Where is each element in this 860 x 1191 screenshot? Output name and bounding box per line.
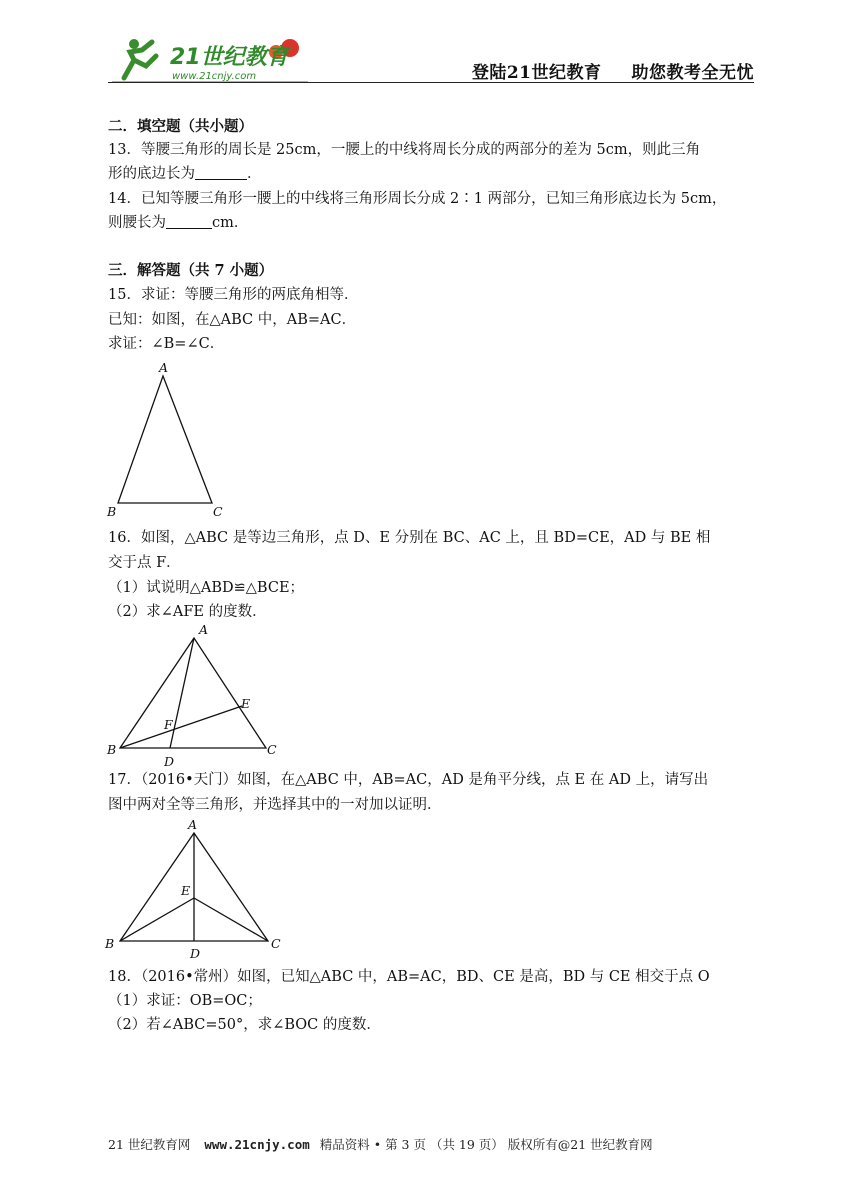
site-logo <box>112 30 312 85</box>
figure-15-triangle <box>100 358 240 518</box>
triangle-abc <box>118 376 212 503</box>
q17-line1: 17．（2016•天门）如图，在△ABC 中，AB=AC，AD 是角平分线，点 E 在 AD 上，请写出 <box>108 772 709 788</box>
footer-page-info: 精品资料 • 第 3 页 （共 19 页） 版权所有@21 世纪教育网 <box>319 1137 653 1152</box>
q13-answer-blank <box>195 165 247 180</box>
q16-line2: 交于点 F． <box>108 555 181 571</box>
logo-url: www.21cnjy.com <box>172 71 257 82</box>
header-slogan-1: 登陆21世纪教育 <box>471 63 602 83</box>
logo-text: 21世纪教育 <box>170 45 289 70</box>
q13-line2 <box>108 164 262 184</box>
segment-be <box>120 898 194 941</box>
q17-line2: 图中两对全等三角形，并选择其中的一对加以证明． <box>108 797 442 813</box>
runner-icon <box>124 39 156 78</box>
q13-line2-b: ． <box>247 166 262 182</box>
footer-url[interactable]: www.21cnjy.com <box>204 1137 310 1152</box>
fig17-label-d: D <box>190 946 201 961</box>
segment-ad <box>170 638 194 748</box>
fig16-label-f: F <box>164 717 173 732</box>
fig15-label-c: C <box>213 504 223 519</box>
q16-line4: （2）求∠AFE 的度数． <box>108 604 267 620</box>
fig16-label-a: A <box>199 622 209 637</box>
q16-line3: （1）试说明△ABD≌△BCE； <box>108 580 305 596</box>
q14-line1: 14．已知等腰三角形一腰上的中线将三角形周长分成 2∶1 两部分，已知三角形底边长为 5cm， <box>108 191 727 207</box>
fig17-label-a: A <box>188 817 198 832</box>
header-rule <box>108 82 754 83</box>
q14-line2 <box>108 213 248 233</box>
q14-line2-b: cm． <box>212 215 249 231</box>
q18-line1: 18．（2016•常州）如图，已知△ABC 中，AB=AC，BD、CE 是高，BD 与 CE 相交于点 O <box>108 969 710 985</box>
fig17-label-e: E <box>181 883 191 898</box>
figure-16-equilateral <box>100 620 285 770</box>
fig15-label-a: A <box>159 360 169 375</box>
fig16-label-c: C <box>267 742 277 757</box>
q14-line2-a: 则腰长为 <box>108 215 166 231</box>
q13-line1: 13．等腰三角形的周长是 25cm，一腰上的中线将周长分成的两部分的差为 5cm，则此三角 <box>108 142 701 158</box>
page-footer <box>108 1135 653 1153</box>
fig16-label-b: B <box>107 742 117 757</box>
fig16-label-d: D <box>164 754 175 769</box>
footer-site: 21 世纪教育网 <box>108 1137 191 1152</box>
triangle-abc <box>120 638 266 748</box>
segment-ce <box>194 898 268 941</box>
q16-line1: 16．如图，△ABC 是等边三角形，点 D、E 分别在 BC、AC 上，且 BD=CE，AD 与 BE 相 <box>108 530 711 546</box>
q14-answer-blank <box>166 214 212 229</box>
fig15-label-b: B <box>107 504 117 519</box>
segment-be <box>120 706 242 748</box>
fig16-label-e: E <box>241 696 251 711</box>
figure-17-isosceles <box>100 818 290 963</box>
q13-line2-a: 形的底边长为 <box>108 166 195 182</box>
q15-line1: 15．求证：等腰三角形的两底角相等． <box>108 287 359 303</box>
section3-heading: 三．解答题（共 7 小题） <box>108 262 274 279</box>
fig17-label-c: C <box>271 936 281 951</box>
q18-line2: （1）求证：OB=OC； <box>108 993 262 1009</box>
q15-line2: 已知：如图，在△ABC 中，AB=AC． <box>108 312 357 328</box>
fig17-label-b: B <box>105 936 115 951</box>
header-slogan <box>472 58 754 83</box>
q15-line3: 求证：∠B=∠C． <box>108 336 225 352</box>
q18-line3: （2）若∠ABC=50°，求∠BOC 的度数． <box>108 1017 381 1033</box>
header-slogan-2: 助您教考全无忧 <box>631 63 754 83</box>
section2-heading: 二．填空题（共小题） <box>108 118 253 135</box>
